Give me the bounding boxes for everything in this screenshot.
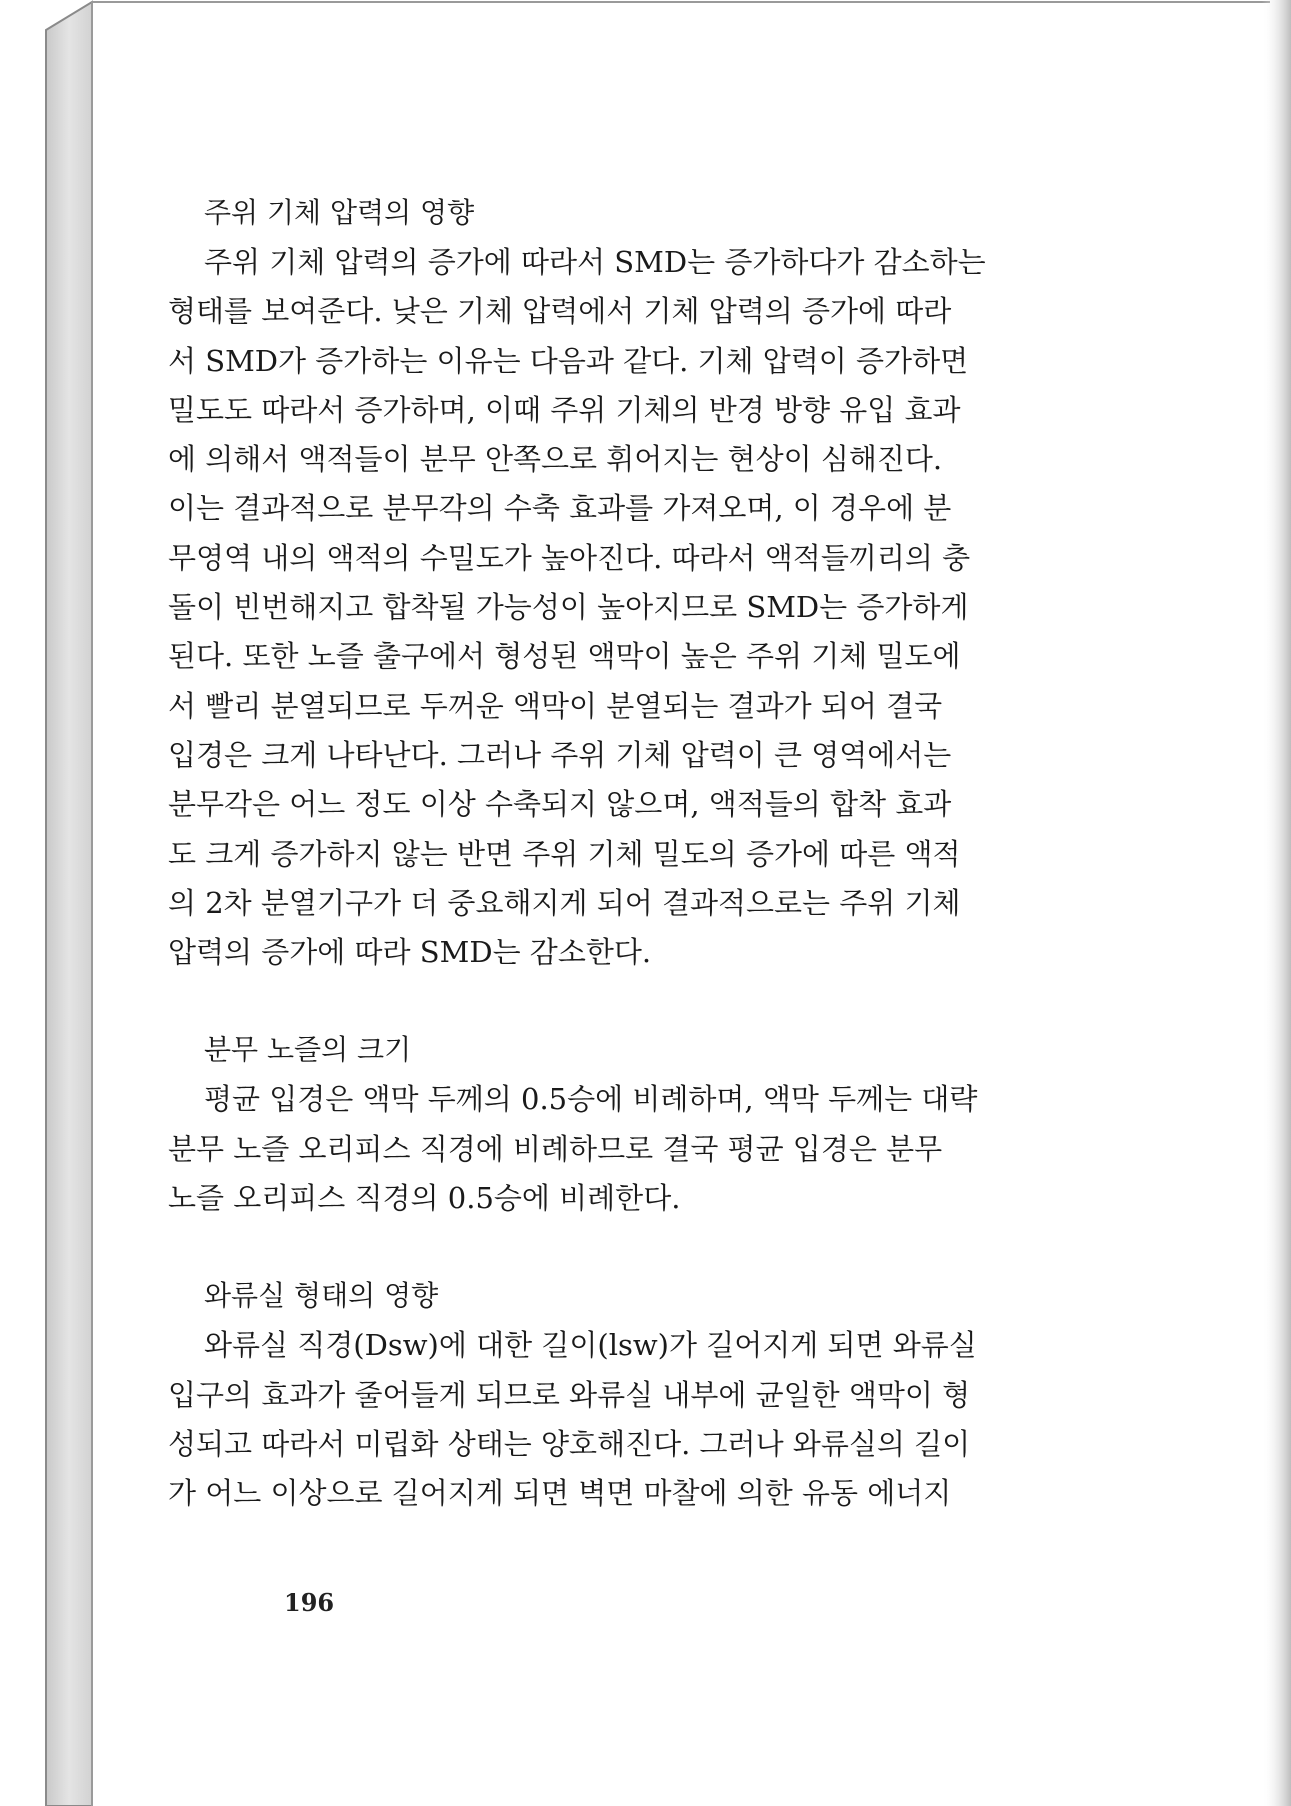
text-line: 평균 입경은 액막 두께의 0.5승에 비례하며, 액막 두께는 대략 xyxy=(204,1082,978,1117)
text-line: 주위 기체 압력의 증가에 따라서 SMD는 증가하다가 감소하는 xyxy=(204,245,986,279)
text-line: 된다. 또한 노즐 출구에서 형성된 액막이 높은 주위 기체 밀도에 xyxy=(168,639,961,674)
section-nozzle-size xyxy=(168,1025,1176,1223)
text-line: 밀도도 따라서 증가하며, 이때 주위 기체의 반경 방향 유입 효과 xyxy=(168,392,961,427)
text-line: 입구의 효과가 줄어들게 되므로 와류실 내부에 균일한 액막이 형 xyxy=(168,1377,971,1412)
text-line: 성되고 따라서 미립화 상태는 양호해진다. 그러나 와류실의 길이 xyxy=(168,1426,971,1461)
section-ambient-pressure xyxy=(168,188,1176,977)
text-line: 압력의 증가에 따라 SMD는 감소한다. xyxy=(168,935,652,970)
text-line: 무영역 내의 액적의 수밀도가 높아진다. 따라서 액적들끼리의 충 xyxy=(168,540,971,575)
section-swirl-chamber xyxy=(168,1271,1176,1518)
page-number: 196 xyxy=(284,1588,335,1617)
paragraph xyxy=(168,238,1176,977)
text-line: 와류실 직경(Dsw)에 대한 길이(lsw)가 길어지게 되면 와류실 xyxy=(204,1328,977,1363)
text-line: 형태를 보여준다. 낮은 기체 압력에서 기체 압력의 증가에 따라 xyxy=(168,294,952,329)
page-content xyxy=(168,188,1176,1519)
text-line: 분무 노즐 오리피스 직경에 비례하므로 결국 평균 입경은 분무 xyxy=(168,1131,943,1166)
paragraph xyxy=(168,1321,1176,1518)
text-line: 에 의해서 액적들이 분무 안쪽으로 휘어지는 현상이 심해진다. xyxy=(168,442,943,477)
section-heading: 주위 기체 압력의 영향 xyxy=(204,196,475,229)
text-line: 이는 결과적으로 분무각의 수축 효과를 가져오며, 이 경우에 분 xyxy=(168,491,952,526)
text-line: 도 크게 증가하지 않는 반면 주위 기체 밀도의 증가에 따른 액적 xyxy=(168,836,961,871)
text-line: 노즐 오리피스 직경의 0.5승에 비례한다. xyxy=(168,1181,681,1216)
text-line: 의 2차 분열기구가 더 중요해지게 되어 결과적으로는 주위 기체 xyxy=(168,885,961,920)
text-line: 서 빨리 분열되므로 두꺼운 액막이 분열되는 결과가 되어 결국 xyxy=(168,688,943,723)
text-line: 서 SMD가 증가하는 이유는 다음과 같다. 기체 압력이 증가하면 xyxy=(168,343,969,378)
section-heading: 와류실 형태의 영향 xyxy=(204,1279,439,1313)
paragraph xyxy=(168,1075,1176,1223)
text-line: 분무각은 어느 정도 이상 수축되지 않으며, 액적들의 합착 효과 xyxy=(168,787,952,822)
section-heading: 분무 노즐의 크기 xyxy=(204,1033,412,1067)
text-line: 돌이 빈번해지고 합착될 가능성이 높아지므로 SMD는 증가하게 xyxy=(168,590,969,625)
text-line: 가 어느 이상으로 길어지게 되면 벽면 마찰에 의한 유동 에너지 xyxy=(168,1476,952,1511)
text-line: 입경은 크게 나타난다. 그러나 주위 기체 압력이 큰 영역에서는 xyxy=(168,737,952,772)
